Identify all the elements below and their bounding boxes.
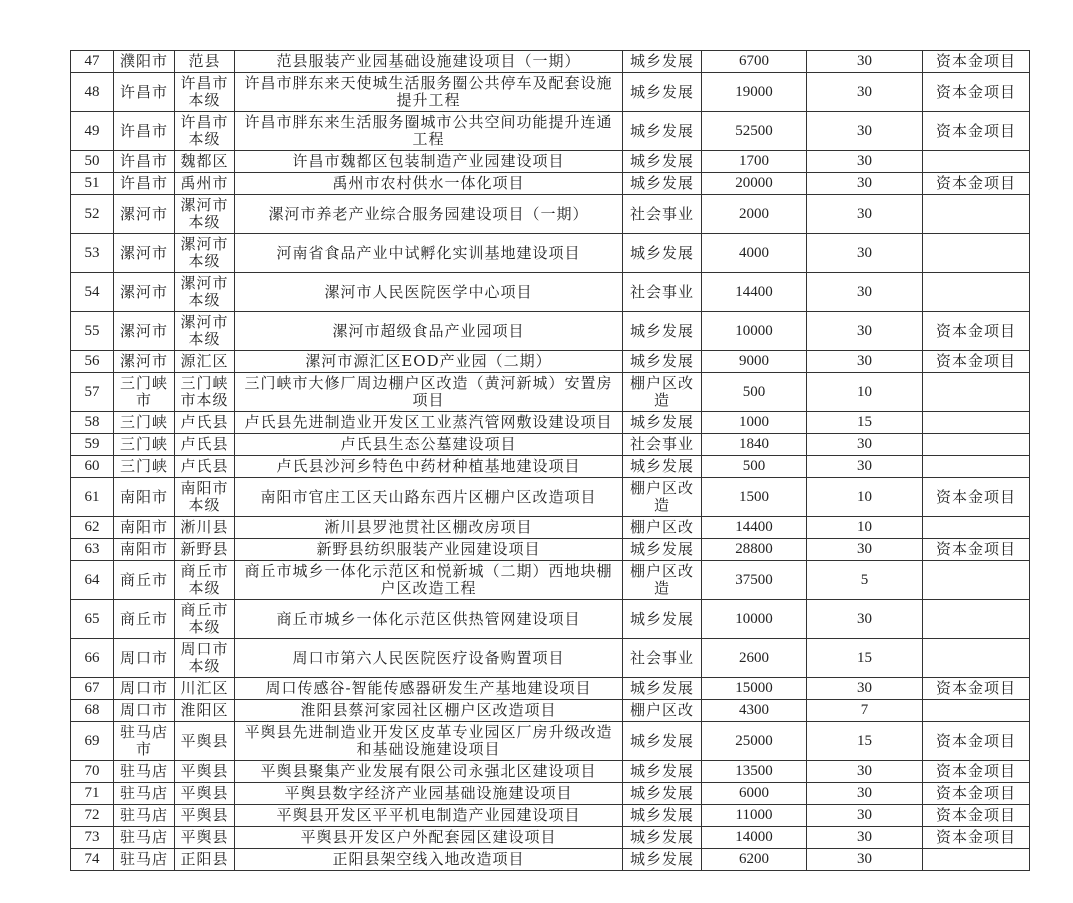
amount-cell: 2600 [702, 639, 807, 678]
city-cell: 漯河市 [114, 234, 175, 273]
note-cell [923, 234, 1030, 273]
amount-cell: 500 [702, 456, 807, 478]
note-cell [923, 639, 1030, 678]
county-cell: 漯河市本级 [175, 312, 235, 351]
county-cell: 平舆县 [175, 761, 235, 783]
note-cell: 资本金项目 [923, 173, 1030, 195]
note-cell [923, 434, 1030, 456]
table-row [71, 312, 1030, 351]
note-cell: 资本金项目 [923, 678, 1030, 700]
note-cell [923, 849, 1030, 871]
note-cell [923, 700, 1030, 722]
note-cell [923, 412, 1030, 434]
table-row [71, 234, 1030, 273]
category-cell: 城乡发展 [623, 112, 702, 151]
amount-cell: 14400 [702, 517, 807, 539]
county-cell: 漯河市本级 [175, 234, 235, 273]
county-cell: 三门峡市本级 [175, 373, 235, 412]
row-number-cell: 69 [71, 722, 114, 761]
category-cell: 城乡发展 [623, 783, 702, 805]
table-row [71, 112, 1030, 151]
project-name-cell: 周口传感谷-智能传感器研发生产基地建设项目 [235, 678, 623, 700]
amount-cell: 14400 [702, 273, 807, 312]
county-cell: 漯河市本级 [175, 273, 235, 312]
project-name-cell: 平舆县数字经济产业园基础设施建设项目 [235, 783, 623, 805]
row-number-cell: 59 [71, 434, 114, 456]
row-number-cell: 47 [71, 51, 114, 73]
project-name-cell: 三门峡市大修厂周边棚户区改造（黄河新城）安置房项目 [235, 373, 623, 412]
table-row [71, 678, 1030, 700]
city-cell: 许昌市 [114, 73, 175, 112]
amount-cell: 11000 [702, 805, 807, 827]
category-cell: 城乡发展 [623, 600, 702, 639]
row-number-cell: 64 [71, 561, 114, 600]
table-row [71, 273, 1030, 312]
category-cell: 棚户区改造 [623, 373, 702, 412]
row-number-cell: 70 [71, 761, 114, 783]
project-name-cell: 周口市第六人民医院医疗设备购置项目 [235, 639, 623, 678]
amount-cell: 6000 [702, 783, 807, 805]
category-cell: 棚户区改 [623, 517, 702, 539]
city-cell: 南阳市 [114, 517, 175, 539]
years-cell: 30 [807, 234, 923, 273]
note-cell [923, 561, 1030, 600]
project-name-cell: 平舆县先进制造业开发区皮革专业园区厂房升级改造和基础设施建设项目 [235, 722, 623, 761]
project-name-cell: 平舆县聚集产业发展有限公司永强北区建设项目 [235, 761, 623, 783]
city-cell: 三门峡 [114, 412, 175, 434]
amount-cell: 10000 [702, 600, 807, 639]
table-row [71, 639, 1030, 678]
city-cell: 南阳市 [114, 478, 175, 517]
row-number-cell: 58 [71, 412, 114, 434]
table-row [71, 539, 1030, 561]
table-row [71, 849, 1030, 871]
row-number-cell: 62 [71, 517, 114, 539]
county-cell: 魏都区 [175, 151, 235, 173]
row-number-cell: 54 [71, 273, 114, 312]
project-name-cell: 范县服装产业园基础设施建设项目（一期） [235, 51, 623, 73]
row-number-cell: 55 [71, 312, 114, 351]
table-row [71, 783, 1030, 805]
project-name-cell: 南阳市官庄工区天山路东西片区棚户区改造项目 [235, 478, 623, 517]
row-number-cell: 60 [71, 456, 114, 478]
note-cell: 资本金项目 [923, 478, 1030, 517]
county-cell: 淮阳区 [175, 700, 235, 722]
years-cell: 30 [807, 456, 923, 478]
city-cell: 漯河市 [114, 312, 175, 351]
amount-cell: 13500 [702, 761, 807, 783]
category-cell: 社会事业 [623, 434, 702, 456]
note-cell: 资本金项目 [923, 73, 1030, 112]
years-cell: 7 [807, 700, 923, 722]
table-row [71, 434, 1030, 456]
county-cell: 周口市本级 [175, 639, 235, 678]
note-cell: 资本金项目 [923, 761, 1030, 783]
amount-cell: 20000 [702, 173, 807, 195]
note-cell: 资本金项目 [923, 722, 1030, 761]
row-number-cell: 65 [71, 600, 114, 639]
category-cell: 社会事业 [623, 639, 702, 678]
amount-cell: 52500 [702, 112, 807, 151]
county-cell: 平舆县 [175, 722, 235, 761]
city-cell: 三门峡 [114, 434, 175, 456]
years-cell: 30 [807, 539, 923, 561]
project-name-cell: 卢氏县沙河乡特色中药材种植基地建设项目 [235, 456, 623, 478]
category-cell: 城乡发展 [623, 761, 702, 783]
county-cell: 许昌市本级 [175, 73, 235, 112]
county-cell: 平舆县 [175, 827, 235, 849]
row-number-cell: 63 [71, 539, 114, 561]
city-cell: 南阳市 [114, 539, 175, 561]
amount-cell: 6200 [702, 849, 807, 871]
years-cell: 30 [807, 195, 923, 234]
city-cell: 漯河市 [114, 195, 175, 234]
project-name-cell: 漯河市人民医院医学中心项目 [235, 273, 623, 312]
city-cell: 驻马店 [114, 783, 175, 805]
amount-cell: 4300 [702, 700, 807, 722]
amount-cell: 4000 [702, 234, 807, 273]
row-number-cell: 48 [71, 73, 114, 112]
note-cell: 资本金项目 [923, 51, 1030, 73]
amount-cell: 1840 [702, 434, 807, 456]
city-cell: 驻马店 [114, 849, 175, 871]
note-cell [923, 517, 1030, 539]
amount-cell: 25000 [702, 722, 807, 761]
county-cell: 平舆县 [175, 783, 235, 805]
years-cell: 30 [807, 783, 923, 805]
county-cell: 商丘市本级 [175, 561, 235, 600]
years-cell: 15 [807, 412, 923, 434]
amount-cell: 2000 [702, 195, 807, 234]
city-cell: 商丘市 [114, 600, 175, 639]
years-cell: 30 [807, 312, 923, 351]
years-cell: 10 [807, 517, 923, 539]
project-table [70, 50, 1030, 871]
category-cell: 城乡发展 [623, 51, 702, 73]
table-row [71, 561, 1030, 600]
city-cell: 驻马店 [114, 827, 175, 849]
table-row [71, 173, 1030, 195]
table-row [71, 351, 1030, 373]
county-cell: 平舆县 [175, 805, 235, 827]
row-number-cell: 66 [71, 639, 114, 678]
project-name-cell: 商丘市城乡一体化示范区供热管网建设项目 [235, 600, 623, 639]
table-row [71, 827, 1030, 849]
category-cell: 城乡发展 [623, 351, 702, 373]
city-cell: 周口市 [114, 639, 175, 678]
city-cell: 漯河市 [114, 351, 175, 373]
project-name-cell: 卢氏县生态公墓建设项目 [235, 434, 623, 456]
table-row [71, 478, 1030, 517]
category-cell: 棚户区改造 [623, 561, 702, 600]
row-number-cell: 49 [71, 112, 114, 151]
years-cell: 15 [807, 722, 923, 761]
note-cell [923, 151, 1030, 173]
years-cell: 10 [807, 373, 923, 412]
project-name-cell: 平舆县开发区户外配套园区建设项目 [235, 827, 623, 849]
category-cell: 城乡发展 [623, 234, 702, 273]
county-cell: 禹州市 [175, 173, 235, 195]
city-cell: 许昌市 [114, 151, 175, 173]
city-cell: 驻马店 [114, 805, 175, 827]
years-cell: 30 [807, 73, 923, 112]
project-name-cell: 正阳县架空线入地改造项目 [235, 849, 623, 871]
category-cell: 社会事业 [623, 195, 702, 234]
amount-cell: 14000 [702, 827, 807, 849]
county-cell: 源汇区 [175, 351, 235, 373]
amount-cell: 19000 [702, 73, 807, 112]
project-name-cell: 漯河市养老产业综合服务园建设项目（一期） [235, 195, 623, 234]
table-row [71, 722, 1030, 761]
years-cell: 30 [807, 434, 923, 456]
table-row [71, 761, 1030, 783]
row-number-cell: 52 [71, 195, 114, 234]
note-cell: 资本金项目 [923, 312, 1030, 351]
table-row [71, 600, 1030, 639]
city-cell: 驻马店 [114, 761, 175, 783]
row-number-cell: 73 [71, 827, 114, 849]
category-cell: 城乡发展 [623, 173, 702, 195]
city-cell: 许昌市 [114, 173, 175, 195]
amount-cell: 500 [702, 373, 807, 412]
project-name-cell: 许昌市胖东来生活服务圈城市公共空间功能提升连通工程 [235, 112, 623, 151]
note-cell [923, 600, 1030, 639]
amount-cell: 1000 [702, 412, 807, 434]
table-row [71, 195, 1030, 234]
project-name-cell: 淮阳县蔡河家园社区棚户区改造项目 [235, 700, 623, 722]
county-cell: 漯河市本级 [175, 195, 235, 234]
years-cell: 30 [807, 151, 923, 173]
city-cell: 漯河市 [114, 273, 175, 312]
row-number-cell: 68 [71, 700, 114, 722]
category-cell: 棚户区改造 [623, 478, 702, 517]
project-name-cell: 商丘市城乡一体化示范区和悦新城（二期）西地块棚户区改造工程 [235, 561, 623, 600]
amount-cell: 10000 [702, 312, 807, 351]
project-name-cell: 漯河市超级食品产业园项目 [235, 312, 623, 351]
years-cell: 30 [807, 600, 923, 639]
category-cell: 棚户区改 [623, 700, 702, 722]
city-cell: 周口市 [114, 700, 175, 722]
years-cell: 30 [807, 805, 923, 827]
years-cell: 15 [807, 639, 923, 678]
project-name-cell: 漯河市源汇区EOD产业园（二期） [235, 351, 623, 373]
note-cell [923, 456, 1030, 478]
years-cell: 5 [807, 561, 923, 600]
years-cell: 30 [807, 173, 923, 195]
category-cell: 城乡发展 [623, 312, 702, 351]
category-cell: 城乡发展 [623, 827, 702, 849]
row-number-cell: 74 [71, 849, 114, 871]
city-cell: 三门峡 [114, 456, 175, 478]
note-cell [923, 373, 1030, 412]
row-number-cell: 51 [71, 173, 114, 195]
category-cell: 社会事业 [623, 273, 702, 312]
project-name-cell: 卢氏县先进制造业开发区工业蒸汽管网敷设建设项目 [235, 412, 623, 434]
note-cell: 资本金项目 [923, 805, 1030, 827]
table-row [71, 805, 1030, 827]
category-cell: 城乡发展 [623, 151, 702, 173]
note-cell: 资本金项目 [923, 783, 1030, 805]
project-name-cell: 河南省食品产业中试孵化实训基地建设项目 [235, 234, 623, 273]
table-row [71, 151, 1030, 173]
amount-cell: 1500 [702, 478, 807, 517]
city-cell: 许昌市 [114, 112, 175, 151]
category-cell: 城乡发展 [623, 849, 702, 871]
table-row [71, 456, 1030, 478]
city-cell: 三门峡市 [114, 373, 175, 412]
row-number-cell: 61 [71, 478, 114, 517]
project-name-cell: 禹州市农村供水一体化项目 [235, 173, 623, 195]
note-cell [923, 273, 1030, 312]
note-cell: 资本金项目 [923, 112, 1030, 151]
city-cell: 濮阳市 [114, 51, 175, 73]
county-cell: 川汇区 [175, 678, 235, 700]
row-number-cell: 72 [71, 805, 114, 827]
city-cell: 商丘市 [114, 561, 175, 600]
project-name-cell: 新野县纺织服装产业园建设项目 [235, 539, 623, 561]
amount-cell: 28800 [702, 539, 807, 561]
amount-cell: 15000 [702, 678, 807, 700]
years-cell: 30 [807, 273, 923, 312]
county-cell: 卢氏县 [175, 456, 235, 478]
county-cell: 许昌市本级 [175, 112, 235, 151]
city-cell: 驻马店市 [114, 722, 175, 761]
county-cell: 南阳市本级 [175, 478, 235, 517]
category-cell: 城乡发展 [623, 805, 702, 827]
city-cell: 周口市 [114, 678, 175, 700]
project-name-cell: 许昌市魏都区包装制造产业园建设项目 [235, 151, 623, 173]
category-cell: 城乡发展 [623, 73, 702, 112]
row-number-cell: 56 [71, 351, 114, 373]
category-cell: 城乡发展 [623, 412, 702, 434]
category-cell: 城乡发展 [623, 722, 702, 761]
category-cell: 城乡发展 [623, 539, 702, 561]
note-cell: 资本金项目 [923, 539, 1030, 561]
county-cell: 卢氏县 [175, 434, 235, 456]
amount-cell: 37500 [702, 561, 807, 600]
years-cell: 30 [807, 351, 923, 373]
county-cell: 范县 [175, 51, 235, 73]
row-number-cell: 50 [71, 151, 114, 173]
row-number-cell: 57 [71, 373, 114, 412]
years-cell: 30 [807, 827, 923, 849]
years-cell: 30 [807, 761, 923, 783]
county-cell: 淅川县 [175, 517, 235, 539]
years-cell: 30 [807, 112, 923, 151]
row-number-cell: 53 [71, 234, 114, 273]
years-cell: 30 [807, 849, 923, 871]
category-cell: 城乡发展 [623, 456, 702, 478]
table-row [71, 700, 1030, 722]
table-row [71, 412, 1030, 434]
note-cell [923, 195, 1030, 234]
years-cell: 30 [807, 51, 923, 73]
project-name-cell: 许昌市胖东来天使城生活服务圈公共停车及配套设施提升工程 [235, 73, 623, 112]
amount-cell: 1700 [702, 151, 807, 173]
project-name-cell: 平舆县开发区平平机电制造产业园建设项目 [235, 805, 623, 827]
row-number-cell: 71 [71, 783, 114, 805]
row-number-cell: 67 [71, 678, 114, 700]
table-row [71, 73, 1030, 112]
category-cell: 城乡发展 [623, 678, 702, 700]
amount-cell: 6700 [702, 51, 807, 73]
county-cell: 新野县 [175, 539, 235, 561]
table-row [71, 373, 1030, 412]
county-cell: 商丘市本级 [175, 600, 235, 639]
years-cell: 30 [807, 678, 923, 700]
table-row [71, 51, 1030, 73]
county-cell: 卢氏县 [175, 412, 235, 434]
years-cell: 10 [807, 478, 923, 517]
project-name-cell: 淅川县罗池贯社区棚改房项目 [235, 517, 623, 539]
amount-cell: 9000 [702, 351, 807, 373]
note-cell: 资本金项目 [923, 827, 1030, 849]
note-cell: 资本金项目 [923, 351, 1030, 373]
county-cell: 正阳县 [175, 849, 235, 871]
table-row [71, 517, 1030, 539]
